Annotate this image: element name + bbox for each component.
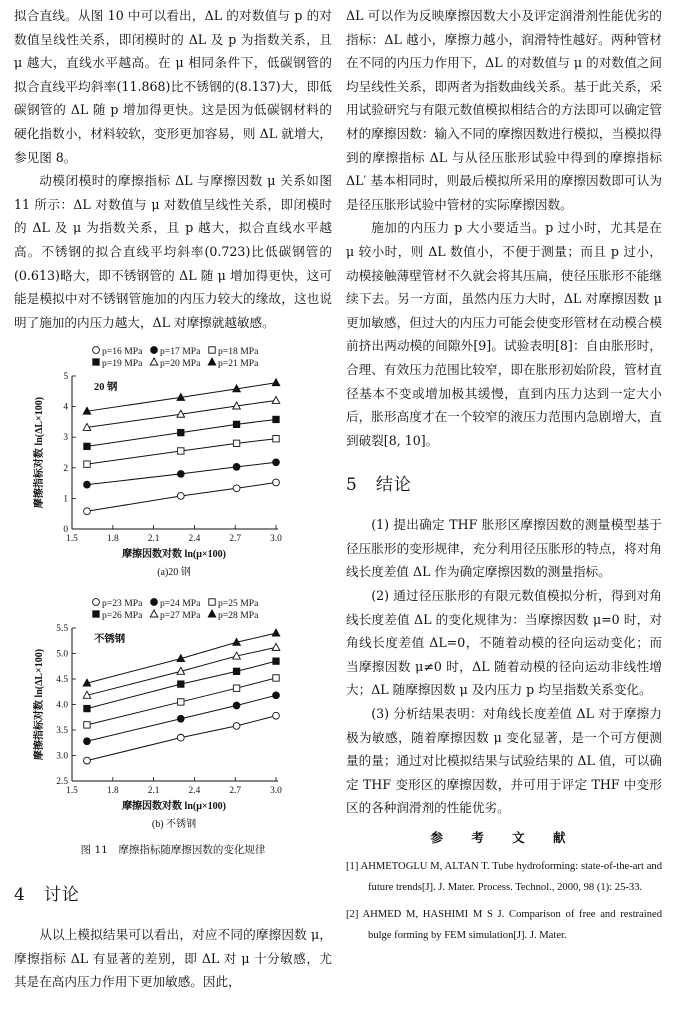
data-point (272, 379, 280, 386)
legend-label: p=20 MPa (160, 358, 201, 369)
x-tick-label: 2.1 (147, 534, 160, 544)
discussion-section (14, 880, 332, 994)
conclusion-item-1: (1) 提出确定 THF 胀形区摩擦因数的测量模型基于径压胀形的变形规律，充分利用径压胀形的特点，将对角线长度差值 ΔL 作为确定摩擦因数的测量指标。 (346, 517, 662, 580)
data-point (272, 396, 280, 403)
conclusion-item-2: (2) 通过径压胀形的有限元数值模拟分析，得到对角线长度差值 ΔL 的变化规律为：当摩擦因数 μ=0 时，对角线长度差值 ΔL=0，不随着动模的径向运动变化；而当摩擦因数 μ≠0 时，ΔL 随着动模的径向运动非线性增大；ΔL 随摩擦因数 μ 及内压力 p 均呈指数关系变化。 (346, 588, 662, 698)
data-point (178, 448, 184, 454)
data-point (84, 757, 91, 764)
conclusion-item-3: (3) 分析结果表明：对角线长度差值 ΔL 对于摩擦力极为敏感，随着摩擦因数 μ 变化显著，是一个可方便测量的量；通过对比模拟结果与试验结果的 ΔL 值，可以确定 THF 变形区的摩擦因数，并可用于评定 THF 中变形区的各种润滑剂的性能优劣。 (346, 706, 662, 816)
y-tick-label: 4 (63, 402, 68, 413)
data-point (233, 702, 240, 709)
x-tick-label: 2.4 (188, 534, 201, 544)
chart-b-stainless-steel (14, 596, 332, 836)
paragraph-pressure-selection: 施加的内压力 p 大小要适当。p 过小时，尤其是在 μ 较小时，则 ΔL 数值小，不便于测量；而且 p 过小，动模接触薄壁管材不久就会将其压扁，使径压胀形不能继续下去。另一方面，虽然内压力大时，ΔL 对摩擦因数 μ 更加敏感，但过大的内压力可能会使变形管材在动模合模前挤出两动模的间隙外[9]。试验表明[8]：自由胀形时，合理、有效压力范围比较窄，即在胀形初始阶段，管材直径基本不变或增加极其缓慢，直到内压力达到一定大小后，胀形高度才在一个较窄的液压力范围内急剧增大，直到破裂[8, 10]。 (346, 220, 662, 448)
data-point (273, 459, 280, 466)
chart-subcaption: (a)20 钢 (157, 567, 191, 578)
data-point (84, 738, 91, 745)
data-point (233, 421, 239, 427)
data-point (84, 722, 90, 728)
data-point (272, 629, 280, 636)
data-point (177, 471, 184, 478)
x-tick-label: 3.0 (270, 786, 282, 796)
legend-marker (150, 610, 158, 617)
x-tick-label: 2.1 (147, 786, 160, 796)
data-point (84, 508, 91, 515)
y-tick-label: 4.0 (56, 700, 68, 711)
data-point (233, 668, 239, 674)
y-tick-label: 0 (63, 525, 68, 535)
data-point (233, 485, 240, 492)
legend-label: p=24 MPa (160, 598, 201, 609)
legend-label: p=26 MPa (102, 610, 143, 621)
y-axis-label: 摩擦指标对数 ln(ΔL×100) (34, 648, 45, 761)
data-point (178, 699, 184, 705)
x-tick-label: 1.5 (66, 786, 78, 796)
y-tick-label: 2 (63, 463, 68, 474)
legend-marker (93, 611, 99, 617)
y-tick-label: 4.5 (56, 675, 68, 685)
left-column (14, 4, 332, 334)
discussion-heading: 4 讨论 (14, 885, 80, 905)
material-label: 20 钢 (94, 382, 118, 393)
y-tick-label: 3.5 (56, 726, 68, 736)
legend-marker (209, 347, 215, 353)
chart-a-20-steel (14, 344, 332, 584)
legend-label: p=28 MPa (218, 610, 259, 621)
legend-label: p=19 MPa (102, 358, 143, 369)
legend-marker (93, 347, 100, 354)
chart-subcaption: (b) 不锈钢 (151, 819, 197, 830)
x-tick-label: 1.5 (66, 534, 78, 544)
x-tick-label: 1.8 (106, 786, 119, 796)
legend-marker (208, 610, 216, 617)
reference-2: [2] AHMED M, HASHIMI M S J. Comparison of free and restrained bulge forming by FEM simulation[J]. J. Mater. (346, 909, 662, 941)
right-column (346, 4, 662, 952)
x-tick-label: 2.4 (188, 786, 201, 796)
x-tick-label: 1.8 (106, 534, 119, 544)
legend-label: p=21 MPa (218, 358, 259, 369)
y-tick-label: 5.5 (56, 624, 68, 634)
data-point (273, 675, 279, 681)
legend-label: p=25 MPa (218, 598, 259, 609)
data-point (273, 479, 280, 486)
data-point (84, 705, 90, 711)
legend-marker (93, 599, 100, 606)
chart-a-container (14, 344, 332, 584)
legend-marker (151, 347, 158, 354)
chart-b-container (14, 596, 332, 836)
material-label: 不锈钢 (94, 634, 126, 645)
data-point (273, 436, 279, 442)
figure-11-caption: 图 11 摩擦指标随摩擦因数的变化规律 (80, 844, 266, 856)
paragraph-delta-l-indicator: ΔL 可以作为反映摩擦因数大小及评定润滑剂性能优劣的指标：ΔL 越小，摩擦力越小，润滑特性越好。两种管材在不同的内压力作用下，ΔL 的对数值与 μ 的对数值之间均呈线性关系，即两者为指数曲线关系。基于此关系，采用试验研究与有限元数值模拟相结合的方法即可以确定管材的摩擦因数：输入不同的摩擦因数进行模拟，当模拟得到的摩擦指标 ΔL 与从径压胀形试验中得到的摩擦指标 ΔL′ 基本相同时，则最后模拟所采用的摩擦因数即可认为是径压胀形试验中管材的实际摩擦因数。 (346, 8, 662, 212)
data-point (178, 429, 184, 435)
legend-marker (209, 599, 215, 605)
reference-1: [1] AHMETOGLU M, ALTAN T. Tube hydroforming: state-of-the-art and future trends[J]. J. Mater. Process. Technol., 2000, 98 (1): 25-33. (346, 861, 662, 893)
data-point (178, 681, 184, 687)
y-tick-label: 5 (63, 372, 68, 382)
legend-label: p=18 MPa (218, 346, 259, 357)
y-tick-label: 1 (63, 494, 68, 505)
references-heading: 参 考 文 献 (430, 830, 578, 845)
x-tick-label: 2.7 (229, 786, 242, 796)
legend-marker (151, 599, 158, 606)
paragraph-fig10-discussion: 拟合直线。从图 10 中可以看出，ΔL 的对数值与 p 的对数值呈线性关系，即闭模时的 ΔL 及 p 为指数关系，且 μ 越大，直线水平越高。在 μ 相同条件下，低碳钢管的拟合直线平均斜率(11.868)比不锈钢的(8.137)大，即低碳钢管的 ΔL 随 p 增加得更快。这是因为低碳钢材料的硬化指数小，材料较软，变形更加容易，则 ΔL 就增大，参见图 8。 (14, 8, 332, 165)
discussion-paragraph: 从以上模拟结果可以看出，对应不同的摩擦因数 μ，摩擦指标 ΔL 有显著的差别，即 ΔL 对 μ 十分敏感，尤其是在高内压力作用下更加敏感。因此， (14, 927, 332, 990)
data-point (273, 658, 279, 664)
legend-label: p=23 MPa (102, 598, 143, 609)
legend-label: p=16 MPa (102, 346, 143, 357)
y-tick-label: 2.5 (56, 777, 68, 787)
legend-marker (208, 358, 216, 365)
data-point (177, 734, 184, 741)
data-point (177, 493, 184, 500)
data-point (233, 685, 239, 691)
y-tick-label: 3 (63, 433, 68, 444)
data-point (272, 643, 280, 650)
data-point (84, 443, 90, 449)
data-point (84, 481, 91, 488)
x-axis-label: 摩擦因数对数 ln(μ×100) (122, 549, 226, 560)
paragraph-fig11-discussion: 动模闭模时的摩擦指标 ΔL 与摩擦因数 μ 关系如图 11 所示：ΔL 对数值与 μ 对数值呈线性关系，即闭模时的 ΔL 及 μ 为指数关系，且 p 越大，拟合直线水平越高。不锈钢的拟合直线平均斜率(0.723)比低碳钢管的(0.613)略大，即不锈钢管的 ΔL 随 μ 增加得更快，这可能是模拟中对不锈钢管施加的内压力较大的缘故，这也说明了施加的内压力越大，ΔL 对摩擦就越敏感。 (14, 173, 332, 330)
x-axis-label: 摩擦因数对数 ln(μ×100) (122, 801, 226, 812)
x-tick-label: 2.7 (229, 534, 242, 544)
data-point (273, 416, 279, 422)
legend-label: p=27 MPa (160, 610, 201, 621)
legend-label: p=17 MPa (160, 346, 201, 357)
conclusion-heading: 5 结论 (346, 475, 412, 496)
y-axis-label: 摩擦指标对数 ln(ΔL×100) (34, 396, 45, 509)
y-tick-label: 5.0 (56, 649, 68, 660)
legend-marker (93, 359, 99, 365)
legend-marker (150, 358, 158, 365)
y-tick-label: 3.0 (56, 751, 68, 762)
data-point (273, 712, 280, 719)
data-point (84, 461, 90, 467)
data-point (273, 692, 280, 699)
data-point (177, 715, 184, 722)
data-point (233, 440, 239, 446)
data-point (233, 723, 240, 730)
x-tick-label: 3.0 (270, 534, 282, 544)
data-point (233, 463, 240, 470)
